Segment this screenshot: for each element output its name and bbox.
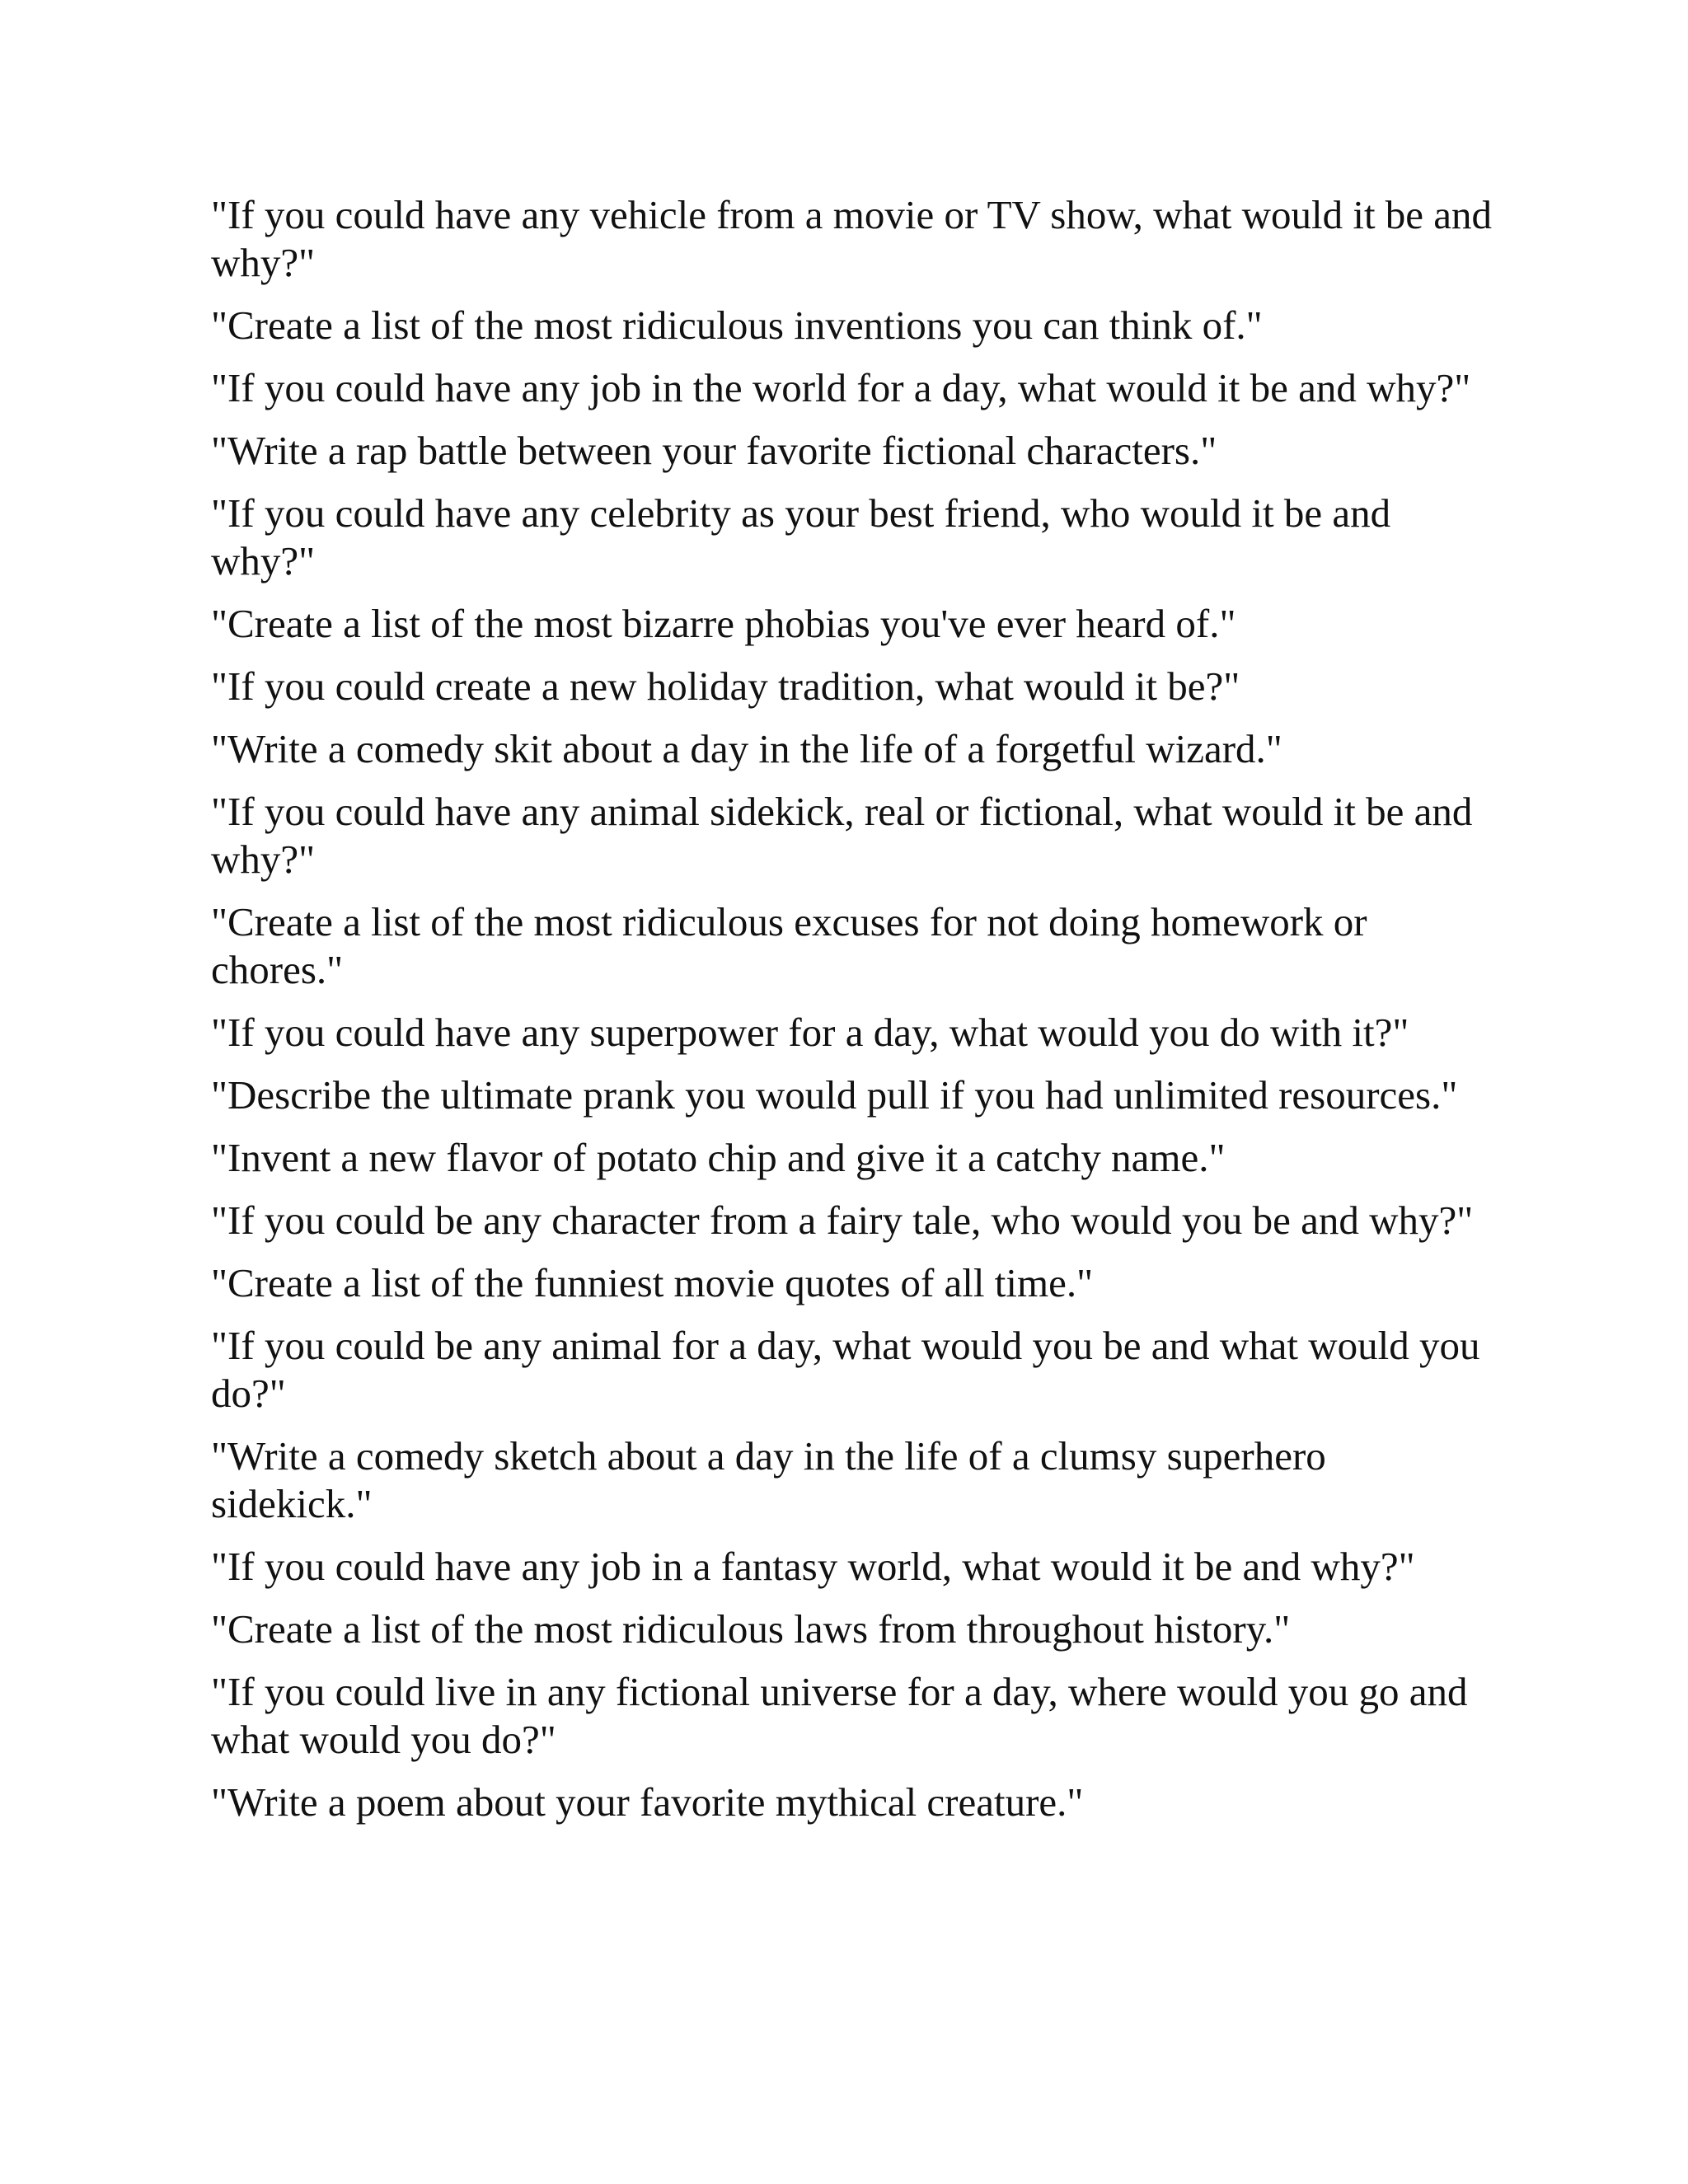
prompt-item: "Write a comedy sketch about a day in the life of a clumsy superhero sidekick.": [211, 1433, 1326, 1526]
prompt-item: "Create a list of the funniest movie quotes of all time.": [211, 1260, 1094, 1305]
prompt-item: "If you could be any animal for a day, what would you be and what would you do?": [211, 1323, 1480, 1416]
prompt-item: "If you could be any character from a fairy tale, who would you be and why?": [211, 1197, 1474, 1243]
prompt-item: "If you could create a new holiday tradition, what would it be?": [211, 663, 1240, 709]
prompt-item: "Create a list of the most ridiculous inventions you can think of.": [211, 302, 1263, 348]
prompt-item: "If you could have any job in the world for a day, what would it be and why?": [211, 365, 1471, 410]
prompt-item: "Write a rap battle between your favorite fictional characters.": [211, 428, 1217, 473]
prompt-item: "If you could have any celebrity as your best friend, who would it be and why?": [211, 490, 1391, 583]
prompt-item: "Write a poem about your favorite mythical creature.": [211, 1779, 1084, 1825]
prompt-item: "Describe the ultimate prank you would pull if you had unlimited resources.": [211, 1072, 1458, 1118]
prompt-item: "If you could have any job in a fantasy world, what would it be and why?": [211, 1544, 1415, 1589]
prompt-item: "Create a list of the most ridiculous laws from throughout history.": [211, 1606, 1291, 1652]
prompt-item: "Create a list of the most ridiculous excuses for not doing homework or chores.": [211, 899, 1367, 992]
prompt-item: "Write a comedy skit about a day in the life of a forgetful wizard.": [211, 726, 1282, 771]
prompt-item: "If you could have any animal sidekick, real or fictional, what would it be and why?": [211, 789, 1473, 882]
prompt-list: [211, 191, 1497, 1841]
prompt-item: "Create a list of the most bizarre phobias you've ever heard of.": [211, 601, 1236, 646]
prompt-item: "If you could have any vehicle from a movie or TV show, what would it be and why?": [211, 192, 1493, 285]
prompt-item: "Invent a new flavor of potato chip and give it a catchy name.": [211, 1135, 1226, 1180]
prompt-item: "If you could live in any fictional universe for a day, where would you go and what would you do?": [211, 1669, 1468, 1762]
prompt-item: "If you could have any superpower for a day, what would you do with it?": [211, 1010, 1409, 1055]
